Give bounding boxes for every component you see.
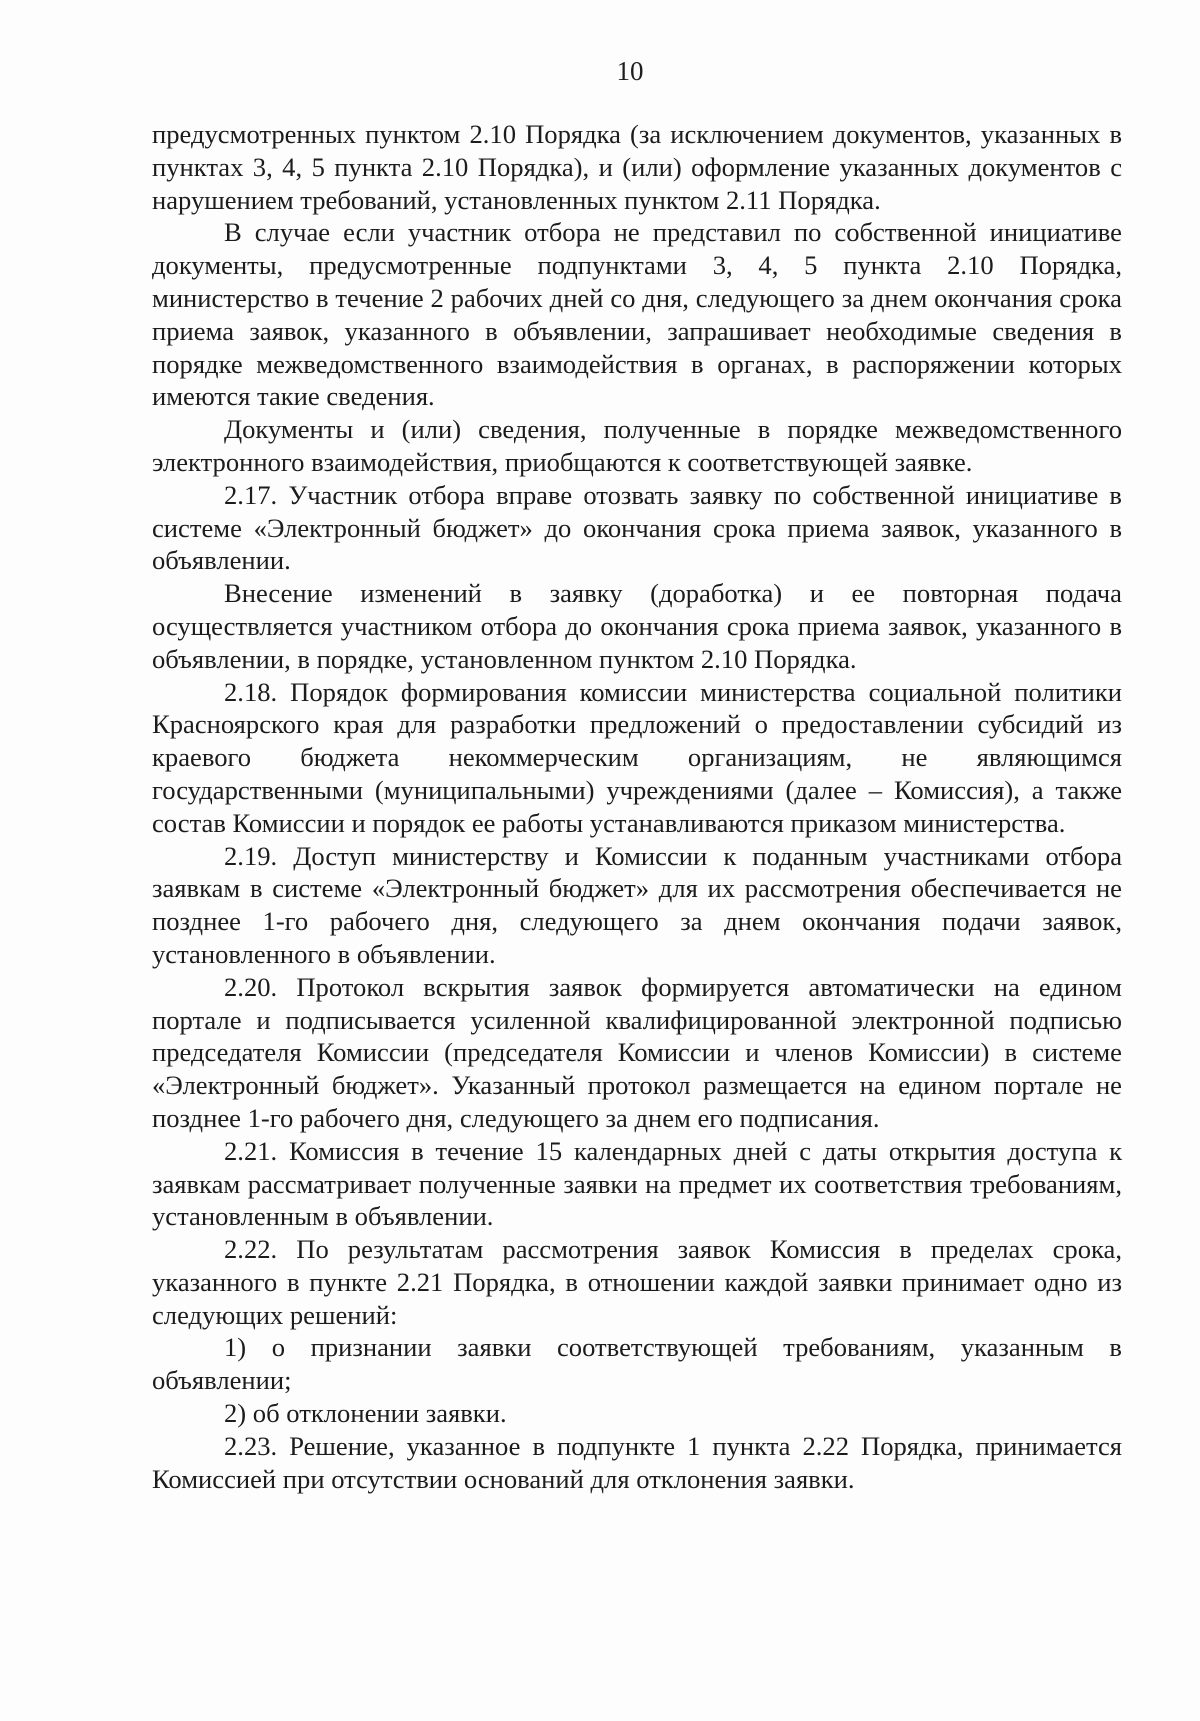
document-body xyxy=(152,118,1122,1495)
paragraph: В случае если участник отбора не представил по собственной инициативе документы, предусмотренные подпунктами 3, 4, 5 пункта 2.10 Порядка, министерство в течение 2 рабочих дней со дня, следующего за днем окончания срока приема заявок, указанного в объявлении, запрашивает необходимые сведения в порядке межведомственного взаимодействия в органах, в распоряжении которых имеются такие сведения. xyxy=(152,217,1122,412)
paragraph: предусмотренных пунктом 2.10 Порядка (за исключением документов, указанных в пунктах 3, 4, 5 пункта 2.10 Порядка), и (или) оформление указанных документов с нарушением требований, установленных пунктом 2.11 Порядка. xyxy=(152,119,1122,215)
paragraph: Документы и (или) сведения, полученные в порядке межведомственного электронного взаимодействия, приобщаются к соответствующей заявке. xyxy=(152,414,1122,477)
paragraph: 2.18. Порядок формирования комиссии министерства социальной политики Красноярского края для разработки предложений о предоставлении субсидий из краевого бюджета некоммерческим организациям, не являющимся государственными (муниципальными) учреждениями (далее – Комиссия), а также состав Комиссии и порядок ее работы устанавливаются приказом министерства. xyxy=(152,676,1122,838)
paragraph: 2.17. Участник отбора вправе отозвать заявку по собственной инициативе в системе «Электронный бюджет» до окончания срока приема заявок, указанного в объявлении. xyxy=(152,479,1122,576)
list-item: 1) о признании заявки соответствующей требованиям, указанным в объявлении; xyxy=(152,1332,1122,1396)
paragraph: 2.22. По результатам рассмотрения заявок Комиссия в пределах срока, указанного в пункте 2.21 Порядка, в отношении каждой заявки принимает одно из следующих решений: xyxy=(152,1234,1122,1330)
paragraph: 2.21. Комиссия в течение 15 календарных дней с даты открытия доступа к заявкам рассматривает полученные заявки на предмет их соответствия требованиям, установленным в объявлении. xyxy=(152,1135,1122,1232)
paragraph: Внесение изменений в заявку (доработка) и ее повторная подача осуществляется участником отбора до окончания срока приема заявок, указанного в объявлении, в порядке, установленном пунктом 2.10 Порядка. xyxy=(152,578,1122,674)
paragraph: 2.20. Протокол вскрытия заявок формируется автоматически на едином портале и подписывается усиленной квалифицированной электронной подписью председателя Комиссии (председателя Комиссии и членов Комиссии) в системе «Электронный бюджет». Указанный протокол размещается на едином портале не позднее 1-го рабочего дня, следующего за днем его подписания. xyxy=(152,971,1122,1133)
paragraph: 2.23. Решение, указанное в подпункте 1 пункта 2.22 Порядка, принимается Комиссией при отсутствии оснований для отклонения заявки. xyxy=(152,1430,1122,1494)
list-item: 2) об отклонении заявки. xyxy=(224,1398,507,1429)
paragraph: 2.19. Доступ министерству и Комиссии к поданным участниками отбора заявкам в системе «Электронный бюджет» для их рассмотрения обеспечивается не позднее 1-го рабочего дня, следующего за днем окончания подачи заявок, установленного в объявлении. xyxy=(152,840,1122,969)
page-number: 10 xyxy=(616,56,644,86)
